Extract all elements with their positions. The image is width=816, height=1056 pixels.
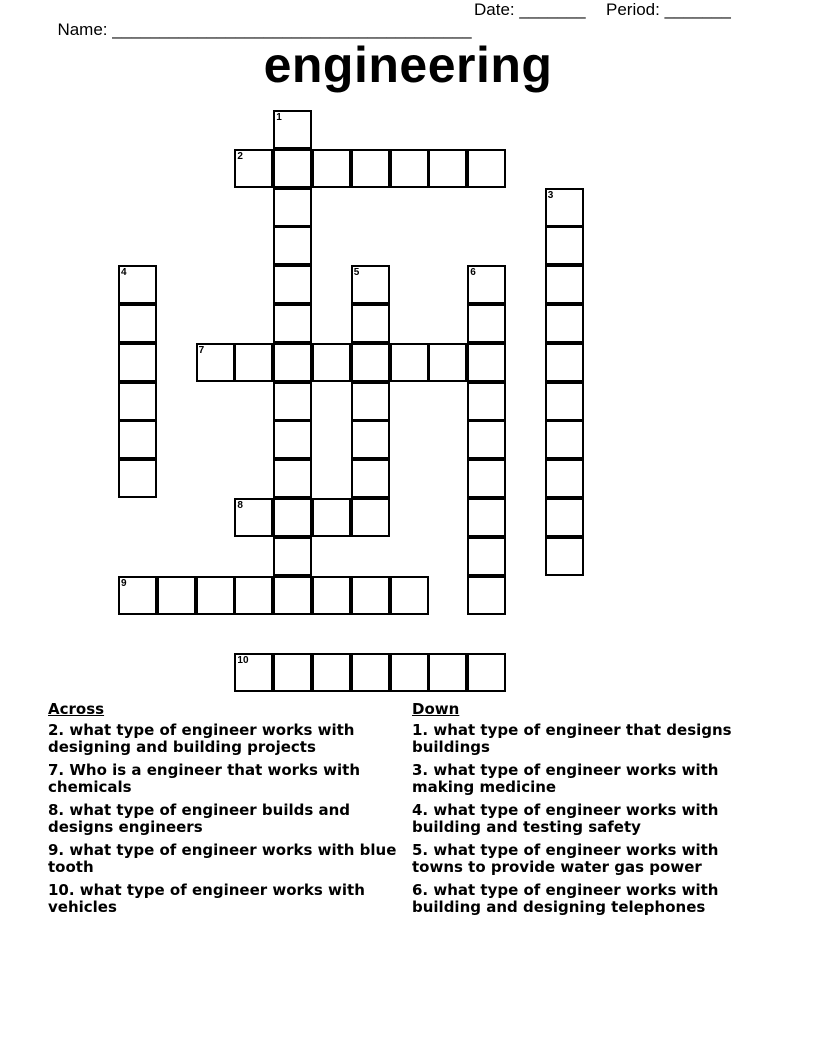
grid-cell[interactable]	[545, 498, 584, 537]
grid-cell[interactable]	[273, 382, 312, 421]
clue-number: 1	[276, 112, 282, 123]
clue-item	[412, 762, 742, 795]
grid-cell[interactable]	[351, 459, 390, 498]
grid-cell[interactable]	[273, 537, 312, 576]
grid-cell[interactable]	[545, 304, 584, 343]
grid-cell[interactable]	[118, 382, 157, 421]
clue-item-text: what type of engineer works with blue tooth	[48, 841, 397, 876]
grid-cell[interactable]	[351, 576, 390, 615]
grid-cell[interactable]	[545, 226, 584, 265]
grid-cell[interactable]	[312, 653, 351, 692]
clue-item	[48, 842, 398, 875]
grid-cell[interactable]	[467, 382, 506, 421]
clue-number: 8	[237, 500, 243, 511]
grid-cell[interactable]	[545, 420, 584, 459]
grid-cell[interactable]	[234, 343, 273, 382]
grid-cell[interactable]	[118, 459, 157, 498]
grid-cell[interactable]	[351, 382, 390, 421]
clue-item-number: 8.	[48, 801, 65, 819]
clue-item	[48, 882, 398, 915]
grid-cell[interactable]	[545, 382, 584, 421]
clue-item-text: what type of engineer works with designing and building projects	[48, 721, 355, 756]
clue-item-number: 9.	[48, 841, 65, 859]
clue-item-text: what type of engineer builds and designs engineers	[48, 801, 351, 836]
grid-cell[interactable]	[312, 149, 351, 188]
grid-cell[interactable]	[390, 653, 429, 692]
clue-number: 9	[121, 577, 127, 589]
grid-cell[interactable]	[545, 459, 584, 498]
clue-item	[412, 842, 742, 875]
grid-cell[interactable]	[467, 653, 506, 692]
grid-cell[interactable]	[390, 576, 429, 615]
grid-cell[interactable]	[428, 149, 467, 188]
grid-cell[interactable]	[467, 343, 506, 382]
down-heading: Down	[412, 700, 460, 718]
period-field[interactable]: Period: _______	[606, 0, 731, 19]
clue-item-text: what type of engineer works with vehicles	[48, 881, 365, 916]
clue-number: 3	[547, 189, 554, 201]
clue-item-number: 2.	[48, 721, 65, 739]
grid-cell[interactable]	[351, 343, 390, 382]
grid-cell[interactable]	[312, 498, 351, 537]
grid-cell[interactable]	[351, 420, 390, 459]
page-title: engineering	[263, 37, 553, 93]
grid-cell[interactable]	[312, 343, 351, 382]
grid-cell[interactable]	[273, 653, 312, 692]
grid-cell[interactable]	[351, 653, 390, 692]
grid-cell[interactable]	[390, 149, 429, 188]
clue-item-number: 4.	[412, 801, 429, 819]
clue-number: 4	[121, 267, 127, 279]
clue-item	[48, 722, 398, 755]
grid-cell[interactable]	[273, 459, 312, 498]
clue-item-text: what type of engineer works with making medicine	[412, 761, 719, 796]
clue-item-text: what type of engineer that designs buildings	[412, 721, 732, 756]
clue-number: 2	[237, 150, 243, 162]
clue-item	[412, 802, 742, 835]
clue-item-number: 5.	[412, 841, 429, 859]
across-clues	[48, 700, 398, 922]
clue-item-text: what type of engineer works with towns to provide water gas power	[412, 841, 719, 876]
grid-cell[interactable]	[467, 537, 506, 576]
grid-cell[interactable]	[428, 343, 467, 382]
grid-cell[interactable]	[273, 576, 312, 615]
clue-number: 10	[237, 655, 249, 667]
grid-cell[interactable]	[273, 343, 312, 382]
grid-cell[interactable]	[351, 149, 390, 188]
clue-item-number: 1.	[412, 721, 429, 739]
grid-cell[interactable]	[273, 498, 312, 537]
clue-item-text: what type of engineer works with building and designing telephones	[412, 881, 719, 916]
clue-number: 5	[353, 267, 360, 279]
grid-cell[interactable]	[273, 420, 312, 459]
grid-cell[interactable]	[467, 576, 506, 615]
down-clue-list	[412, 722, 742, 915]
clue-item-number: 3.	[412, 761, 429, 779]
grid-cell[interactable]	[118, 304, 157, 343]
clue-item	[412, 882, 742, 915]
across-heading: Across	[48, 700, 105, 718]
grid-cell[interactable]	[428, 653, 467, 692]
clue-number: 6	[470, 267, 476, 279]
clue-number: 7	[198, 344, 205, 356]
grid-cell[interactable]	[351, 304, 390, 343]
clue-item-number: 6.	[412, 881, 429, 899]
clue-item	[412, 722, 742, 755]
name-field[interactable]: Name: ______________________________________	[57, 20, 472, 39]
grid-cell[interactable]	[273, 304, 312, 343]
grid-cell[interactable]	[273, 265, 312, 304]
clue-item-number: 10.	[48, 881, 75, 899]
date-field[interactable]: Date: _______	[474, 0, 586, 19]
clue-item-text: Who is a engineer that works with chemicals	[48, 761, 361, 796]
grid-cell[interactable]	[545, 265, 584, 304]
grid-cell[interactable]	[234, 576, 273, 615]
across-clue-list	[48, 722, 398, 915]
grid-cell[interactable]	[467, 149, 506, 188]
grid-cell[interactable]	[467, 498, 506, 537]
grid-cell[interactable]	[157, 576, 196, 615]
grid-cell[interactable]	[545, 537, 584, 576]
grid-cell[interactable]	[312, 576, 351, 615]
grid-cell[interactable]	[467, 420, 506, 459]
clue-item-text: what type of engineer works with building and testing safety	[412, 801, 719, 836]
grid-cell[interactable]	[351, 498, 390, 537]
grid-cell[interactable]	[545, 343, 584, 382]
down-clues	[412, 700, 742, 922]
grid-cell[interactable]	[467, 304, 506, 343]
clue-item-number: 7.	[48, 761, 65, 779]
grid-cell[interactable]	[273, 226, 312, 265]
grid-cell[interactable]	[390, 343, 429, 382]
grid-cell[interactable]	[273, 149, 312, 188]
clue-item	[48, 802, 398, 835]
grid-cell[interactable]	[196, 576, 235, 615]
clue-item	[48, 762, 398, 795]
grid-cell[interactable]	[118, 420, 157, 459]
grid-cell[interactable]	[467, 459, 506, 498]
grid-cell[interactable]	[273, 188, 312, 227]
grid-cell[interactable]	[118, 343, 157, 382]
